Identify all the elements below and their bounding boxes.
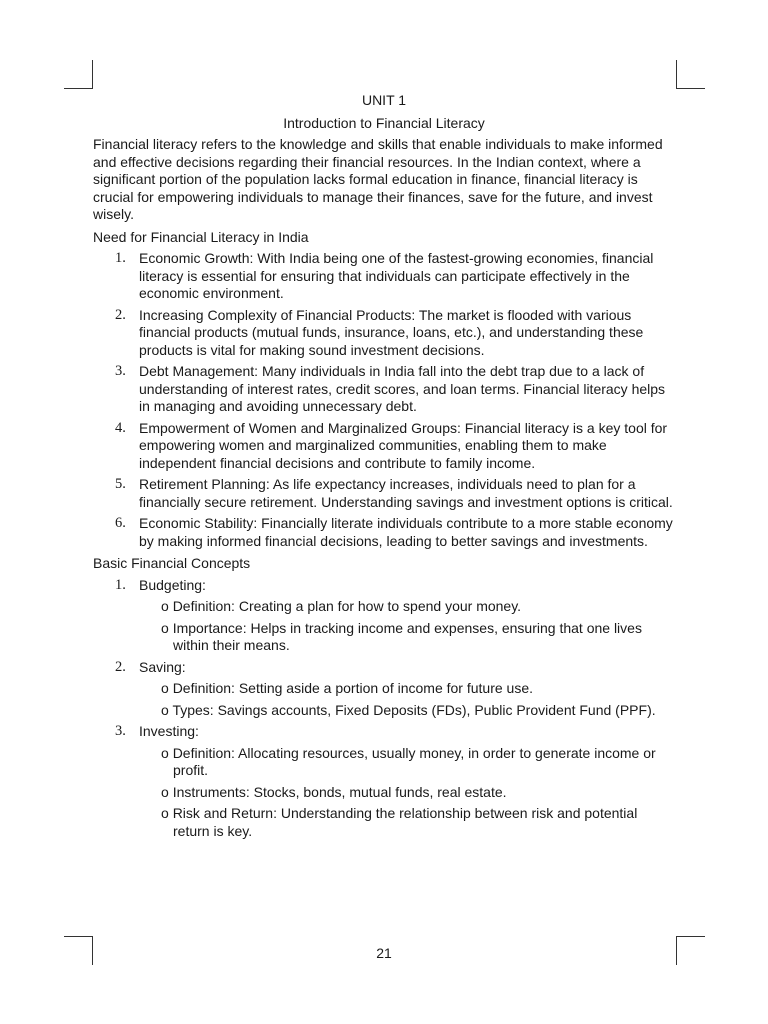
intro-paragraph: Financial literacy refers to the knowledge and skills that enable individuals to make informed and effective decisions regarding their financial resources. In the Indian context, where a significant portion of the population lacks formal education in finance, financial literacy is crucial for empowering individuals to manage their finances, save for the future, and invest wisely.	[93, 136, 663, 222]
item-number: 2.	[115, 658, 126, 675]
need-list	[93, 250, 675, 550]
concept-title: Saving:	[139, 658, 186, 675]
concept-title: Investing:	[139, 723, 199, 739]
concepts-list	[93, 577, 675, 841]
bullet-marker: o	[161, 680, 169, 696]
list-item	[93, 363, 675, 416]
item-text: Economic Growth: With India being one of the fastest-growing economies, financial literacy is essential for ensuring that individuals can participate effectively in the economic environment.	[139, 250, 654, 301]
page-body	[93, 92, 675, 845]
sub-item	[161, 702, 675, 720]
sub-item-text: Definition: Setting aside a portion of income for future use.	[172, 680, 534, 696]
sub-item-text: Definition: Creating a plan for how to spend your money.	[172, 598, 522, 614]
bullet-marker: o	[161, 701, 169, 718]
page-number: 21	[376, 945, 392, 961]
sub-item-text: Risk and Return: Understanding the relationship between risk and potential return is key.	[172, 805, 638, 839]
sub-item	[161, 805, 675, 840]
sub-item	[161, 784, 675, 802]
sub-item-text: Types: Savings accounts, Fixed Deposits (FDs), Public Provident Fund (PPF).	[172, 701, 656, 718]
sub-item-text: Definition: Allocating resources, usually money, in order to generate income or profit.	[172, 744, 656, 778]
item-number: 3.	[115, 363, 126, 379]
sub-item	[161, 598, 675, 616]
bullet-marker: o	[161, 783, 169, 800]
crop-mark-top-left	[64, 60, 93, 89]
list-item	[93, 515, 675, 550]
bullet-marker: o	[161, 744, 169, 761]
item-number: 1.	[115, 250, 126, 266]
item-number: 2.	[115, 306, 126, 323]
list-item	[93, 659, 675, 720]
sub-list	[161, 745, 675, 841]
bullet-marker: o	[161, 598, 169, 614]
item-number: 3.	[115, 723, 126, 739]
list-item	[93, 307, 675, 360]
sub-list	[161, 598, 675, 655]
sub-item	[161, 620, 675, 655]
item-number: 6.	[115, 515, 126, 531]
unit-label: UNIT 1	[361, 92, 407, 108]
item-text: Empowerment of Women and Marginalized Groups: Financial literacy is a key tool for empowering women and marginalized communities, enabling them to make independent financial decisions and contribute to family income.	[139, 419, 668, 471]
item-text: Retirement Planning: As life expectancy increases, individuals need to plan for a financially secure retirement. Understanding savings and investment options is critical.	[139, 476, 673, 510]
list-item	[93, 723, 675, 840]
page-title: Introduction to Financial Literacy	[283, 114, 485, 131]
bullet-marker: o	[161, 619, 169, 636]
concept-title: Budgeting:	[139, 576, 206, 593]
item-number: 4.	[115, 419, 126, 436]
sub-item	[161, 680, 675, 698]
sub-item-text: Importance: Helps in tracking income and expenses, ensuring that one lives within their means.	[172, 619, 642, 653]
list-item	[93, 420, 675, 473]
item-number: 5.	[115, 476, 126, 492]
sub-list	[161, 680, 675, 719]
concepts-heading: Basic Financial Concepts	[93, 555, 251, 571]
item-text: Debt Management: Many individuals in India fall into the debt trap due to a lack of understanding of interest rates, credit scores, and loan terms. Financial literacy helps in managing and avoiding unnecessary debt.	[139, 363, 666, 414]
need-heading: Need for Financial Literacy in India	[93, 228, 309, 245]
list-item	[93, 577, 675, 655]
item-text: Economic Stability: Financially literate individuals contribute to a more stable economy by making informed financial decisions, leading to better savings and investments.	[139, 515, 673, 549]
list-item	[93, 476, 675, 511]
bullet-marker: o	[161, 805, 169, 821]
item-text: Increasing Complexity of Financial Products: The market is flooded with various financial products (mutual funds, insurance, loans, etc.), and understanding these products is vital for making sound investment decisions.	[139, 306, 644, 358]
sub-item	[161, 745, 675, 780]
list-item	[93, 250, 675, 303]
item-number: 1.	[115, 576, 126, 593]
crop-mark-top-right	[676, 60, 705, 89]
sub-item-text: Instruments: Stocks, bonds, mutual funds, real estate.	[172, 783, 507, 800]
